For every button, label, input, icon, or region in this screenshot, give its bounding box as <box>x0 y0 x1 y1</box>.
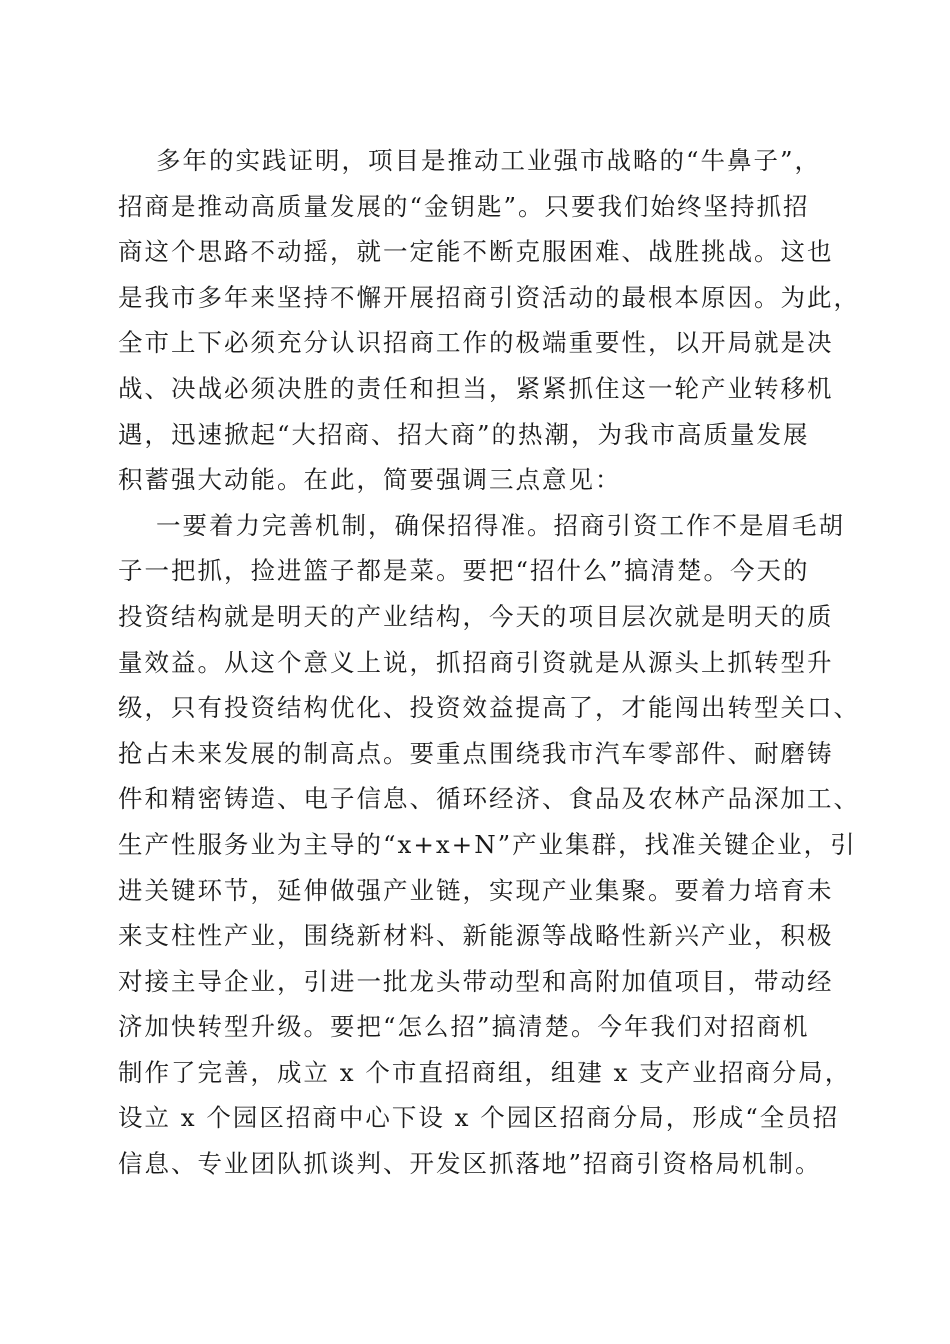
text-line: 多年的实践证明，项目是推动工业强市战略的“牛鼻子”， <box>156 146 822 175</box>
document-body <box>118 138 860 1187</box>
text-line: 战、决战必须决胜的责任和担当，紧紧抓住这一轮产业转移机 <box>118 373 834 403</box>
text-line: 一要着力完善机制，确保招得准。招商引资工作不是眉毛胡 <box>156 510 845 540</box>
text-line: 子一把抓，捡进篮子都是菜。要把“招什么”搞清楚。今天的 <box>118 556 810 586</box>
text-line: 全市上下必须充分认识招商工作的极端重要性，以开局就是决 <box>118 328 834 358</box>
text-line: 抢占未来发展的制高点。要重点围绕我市汽车零部件、耐磨铸 <box>118 738 834 768</box>
text-line: 制作了完善，成立 x 个市直招商组，组建 x 支产业招商分局， <box>118 1057 852 1087</box>
text-line: 商这个思路不动摇，就一定能不断克服困难、战胜挑战。这也 <box>118 237 834 267</box>
text-line: 招商是推动高质量发展的“金钥匙”。只要我们始终坚持抓招 <box>118 191 810 221</box>
text-line: 对接主导企业，引进一批龙头带动型和高附加值项目，带动经 <box>118 966 834 996</box>
text-line: 投资结构就是明天的产业结构，今天的项目层次就是明天的质 <box>118 601 834 631</box>
text-line: 件和精密铸造、电子信息、循环经济、食品及农林产品深加工、 <box>118 784 860 814</box>
text-line: 来支柱性产业，围绕新材料、新能源等战略性新兴产业，积极 <box>118 921 834 951</box>
text-line: 生产性服务业为主导的“x+x+N”产业集群，找准关键企业，引 <box>118 829 857 859</box>
text-line: 是我市多年来坚持不懈开展招商引资活动的最根本原因。为此， <box>118 282 860 312</box>
text-line: 进关键环节，延伸做强产业链，实现产业集聚。要着力培育未 <box>118 875 834 905</box>
text-line: 济加快转型升级。要把“怎么招”搞清楚。今年我们对招商机 <box>118 1012 810 1042</box>
text-line: 积蓄强大动能。在此，简要强调三点意见： <box>118 465 622 495</box>
text-line: 遇，迅速掀起“大招商、招大商”的热潮，为我市高质量发展 <box>118 419 810 449</box>
paragraph-2 <box>118 503 860 1187</box>
text-line: 信息、专业团队抓谈判、开发区抓落地”招商引资格局机制。 <box>118 1149 822 1179</box>
text-line: 级，只有投资结构优化、投资效益提高了，才能闯出转型关口、 <box>118 693 860 723</box>
text-line: 设立 x 个园区招商中心下设 x 个园区招商分局，形成“全员招 <box>118 1103 840 1133</box>
paragraph-1 <box>118 138 860 503</box>
text-line: 量效益。从这个意义上说，抓招商引资就是从源头上抓转型升 <box>118 647 834 677</box>
